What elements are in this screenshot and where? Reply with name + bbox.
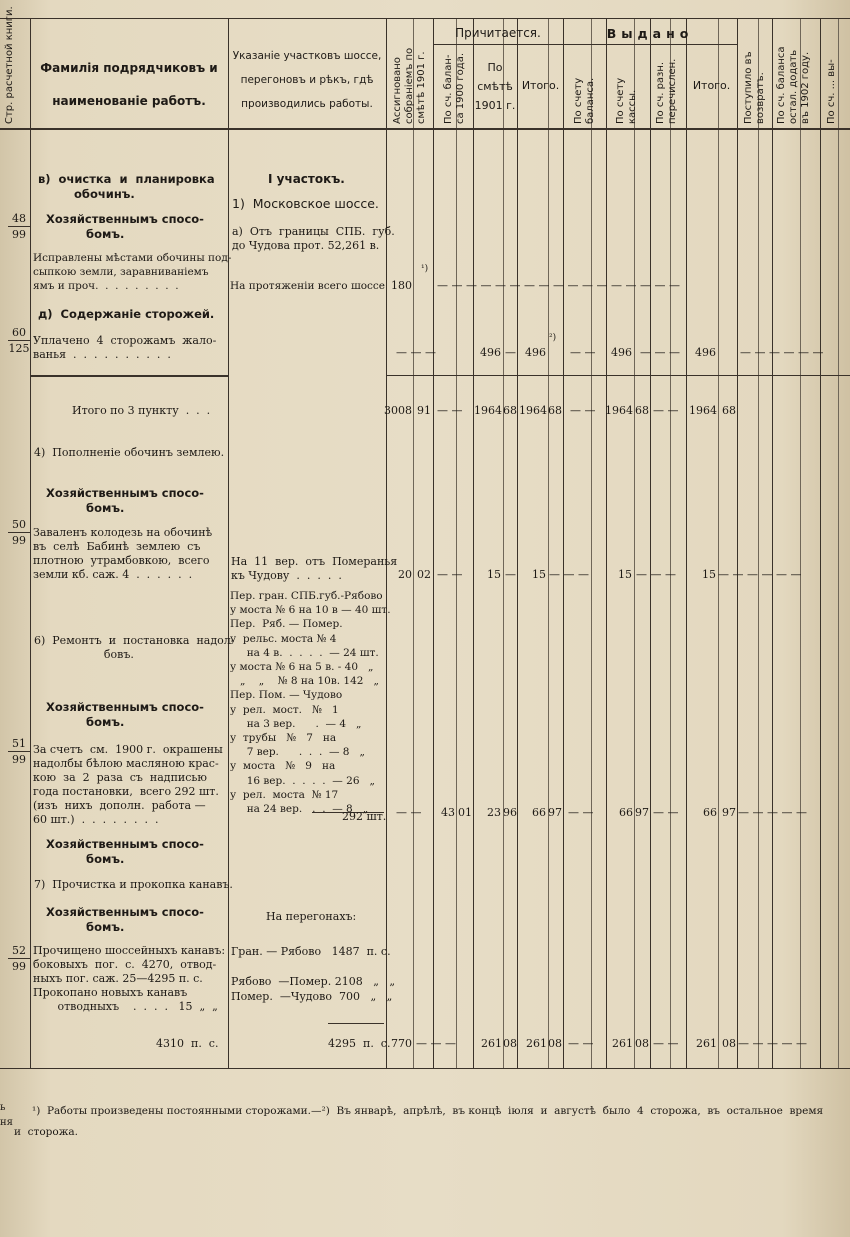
work-description: Прочищено шоссейныхъ канавъ: боковыхъ пог. с. 4270, отвод- ныхъ пог. саж. 25—4295 п. с. Прокопано новыхъ канавъ отводныхъ . . . . 15 „ „ [33, 944, 226, 1013]
header-paid-balance: По счету баланса. [573, 77, 596, 124]
header-due-group: Причитается. [455, 26, 541, 40]
amount-due-total-kop: 68 [548, 404, 562, 417]
header-returned-column: Поступило въ возвратъ. [743, 51, 766, 124]
ledger-page: Стр. расчетной книги. Фамилія подрядчиковъ и наименованіе работъ. Указаніе участковъ шоссе, перегоновъ и рѣкъ, гдѣ производились работы. Ассигновано собраніемъ по смѣтѣ 1901 г. Причитается. По сч. балан- са 1900 года. По смѣтѣ 1901 г. Итого. Выдано По счету баланса. По счету кассы. По сч. разн. перечислен. Итого. Поступило въ возвратъ. По сч. баланса остал. додать въ 1902 году. По сч. ... вы- 48 99 60 125 50 99 51 99 52 99 в) очистка и планировка обочинъ. Хозяйственнымъ спосо- бомъ. Исправлены мѣстами обочины под- сыпкою земли, заравниваніемъ ямъ и проч. . . . . . . . . д) Содержаніе сторожей. Уплачено 4 сторожамъ жало- ванья . . . . . . . . . . Итого по 3 пункту . . . 4) Пополненіе обочинъ землею. Хозяйственнымъ спосо- бомъ. Заваленъ колодезь на обочинѣ въ селѣ Бабинѣ землею съ плотною утрамбовкою, всего земли кб. саж. 4 . . . . . . 6) Ремонтъ и постановка надол- бовъ. Хозяйственнымъ спосо- бомъ. За счетъ см. 1900 г. окрашены надолбы бѣлою масляною крас- кою за 2 раза съ надписью года постановки, всего 292 шт. (изъ нихъ дополн. работа — 60 шт.) . . . . . . . . Хозяйственнымъ спосо- бомъ. 7) Прочистка и прокопка канавъ. Хозяйственнымъ спосо- бомъ. Прочищено шоссейныхъ канавъ: боковыхъ пог. с. 4270, отвод- ныхъ пог. саж. 25—4295 п. с. Прокопано новыхъ канавъ отводныхъ . . . . 15 „ „ 4310 п. с. I участокъ. 1) Московское шоссе. а) Отъ границы СПБ. губ. до Чудова прот. 52,261 в. На протяженіи всего шоссе На 11 вер. отъ Померанья къ Чудову . . . . . Пер. гран. СПБ.губ.-Рябово у моста № 6 на 10 в — 40 шт. Пер. Ряб. — Помер. у рельс. моста № 4 на 4 в. . . . . — 24 шт. у моста № 6 на 5 в. - 40 „ „ „ № 8 на 10в. 142 „ Пер. Пом. — Чудово у рел. мост. № 1 на 3 вер. . — 4 „ у трубы № 7 на 7 вер. . . . — 8 „ у моста № 9 на 16 вер. . . . . — 26 „ у рел. моста № 17 на 24 вер. . . — 8 „ 292 шт. На перегонахъ: Гран. — Рябово 1487 п. с. Рябово —Помер. 2108 „ „ Помер. —Чудово 700 „ „ 4295 п. с. ¹) ²) 180 496 496 496 496 3008 91 1964 68 1964 68 1964 68 1964 68 20 02 15 15 15 15 43 01 23 96 66 97 66 97 66 97 770 261 08 261 08 261 08 261 08 — — — — — — — — — — — — — — — — — — — — — — — — — — — — — — — — — — — — — — — — — — — — — — — — — — — — — — — — — — — — — — — — — — — — — — — — — — — — ¹) Работы произведены постоянными сторожами.—²) Въ январѣ, апрѣлѣ, въ концѣ іюля и августѣ было 4 сторожа, въ остальное время и сторожа. ь ня [0, 0, 850, 1237]
amount-paid-total: 496 [695, 346, 716, 359]
amount-paid-cash: 261 [612, 1037, 633, 1050]
amount-assigned: 20 [398, 568, 412, 581]
amount-paid-cash-kop: 08 [635, 1037, 649, 1050]
stretches-heading: На перегонахъ: [266, 910, 357, 923]
amount-due-estimate-kop: 96 [503, 806, 517, 819]
ditches-total: 4310 п. с. [156, 1037, 219, 1050]
work-description: Уплачено 4 сторожамъ жало- ванья . . . . . . . . . . [33, 334, 217, 361]
footnote-marker: ¹) [421, 264, 429, 274]
amount-due-total: 1964 [519, 404, 547, 417]
amount-paid-cash: 66 [619, 806, 633, 819]
amount-paid-total: 1964 [689, 404, 717, 417]
amount-assigned: 770 [391, 1037, 412, 1050]
method-heading: Хозяйственнымъ спосо- бомъ. [46, 486, 204, 515]
amount-paid-total-kop: 97 [722, 806, 736, 819]
margin-fragment: ня [0, 1117, 13, 1128]
amount-due-total: 66 [532, 806, 546, 819]
amount-due-estimate: 261 [481, 1037, 502, 1050]
header-due-estimate: По смѣтѣ 1901 г. [474, 61, 516, 112]
footnote-line: и сторожа. [14, 1126, 78, 1138]
header-due-balance: По сч. балан- са 1900 года. [443, 52, 466, 124]
method-heading: Хозяйственнымъ спосо- бомъ. [46, 837, 204, 866]
bollards-sites: Пер. гран. СПБ.губ.-Рябово у моста № 6 на 10 в — 40 шт. Пер. Ряб. — Помер. у рельс. моста № 4 на 4 в. . . . . — 24 шт. у моста № 6 на 5 в. - 40 „ „ „ № 8 на 10в. 142 „ Пер. Пом. — Чудово у рел. мост. № 1 на 3 вер. . — 4 „ у трубы № 7 на 7 вер. . . . — 8 „ у моста № 9 на 16 вер. . . . . — 26 „ у рел. моста № 17 на 24 вер. . . — 8 „ [230, 590, 391, 816]
work-description: Заваленъ колодезь на обочинѣ въ селѣ Бабинѣ землею съ плотною утрамбовкою, всего земли кб. саж. 4 . . . . . . [33, 526, 213, 581]
method-heading: Хозяйственнымъ спосо- бомъ. [46, 700, 204, 729]
amount-due-balance: 43 [441, 806, 455, 819]
section-shoulder-cleaning-title: в) очистка и планировка обочинъ. [38, 172, 215, 201]
header-page-column: Стр. расчетной книги. [4, 6, 15, 124]
section-topping-title: 4) Пополненіе обочинъ землею. [34, 446, 225, 459]
amount-paid-total: 66 [703, 806, 717, 819]
ditches-sites: Гран. — Рябово 1487 п. с. Рябово —Помер. 2108 „ „ Помер. —Чудово 700 „ „ [231, 945, 396, 1003]
amount-paid-total: 261 [696, 1037, 717, 1050]
header-assigned-column: Ассигновано собраніемъ по смѣтѣ 1901 г. [392, 47, 427, 124]
site-description: На 11 вер. отъ Померанья къ Чудову . . . . . [231, 555, 398, 582]
method-heading: Хозяйственнымъ спосо- бомъ. [46, 905, 204, 934]
header-paid-total: Итого. [692, 79, 731, 92]
method-heading: Хозяйственнымъ спосо- бомъ. [46, 212, 204, 241]
header-remaining-column: По сч. баланса остал. додать въ 1902 году. [776, 46, 811, 124]
section-bollards-title: 6) Ремонтъ и постановка надол- бовъ. [34, 634, 235, 661]
amount-assigned-kop: 02 [417, 568, 431, 581]
header-last-column: По сч. ... вы- [826, 59, 837, 124]
amount-due-total: 261 [526, 1037, 547, 1050]
amount-due-estimate: 15 [487, 568, 501, 581]
amount-paid-cash: 1964 [605, 404, 633, 417]
amount-assigned-kop: 91 [417, 404, 431, 417]
footnote-line: ¹) Работы произведены постоянными сторожами.—²) Въ январѣ, апрѣлѣ, въ концѣ іюля и августѣ было 4 сторожа, въ остальное время [32, 1105, 824, 1117]
amount-due-total-kop: 97 [548, 806, 562, 819]
section-guards-title: д) Содержаніе сторожей. [38, 307, 215, 321]
amount-paid-total-kop: 08 [722, 1037, 736, 1050]
amount-due-total-kop: 08 [548, 1037, 562, 1050]
header-sites-column: Указаніе участковъ шоссе, перегоновъ и рѣкъ, гдѣ производились работы. [232, 50, 382, 110]
amount-paid-cash-kop: 68 [635, 404, 649, 417]
amount-due-estimate-kop: 68 [503, 404, 517, 417]
ditches-sites-total: 4295 п. с. [328, 1037, 391, 1050]
amount-assigned: 180 [391, 279, 412, 292]
work-description: Исправлены мѣстами обочины под- сыпкою земли, заравниваніемъ ямъ и проч. . . . . . . . . [33, 252, 232, 292]
amount-paid-total-kop: 68 [722, 404, 736, 417]
amount-paid-total: 15 [702, 568, 716, 581]
bollards-total: 292 шт. [342, 810, 387, 823]
amount-assigned: 3008 [384, 404, 412, 417]
road-stretch: а) Отъ границы СПБ. губ. до Чудова прот. 52,261 в. [232, 225, 395, 252]
header-paid-group: Выдано [606, 26, 694, 41]
amount-due-estimate: 23 [487, 806, 501, 819]
site-description: На протяженіи всего шоссе [230, 280, 386, 292]
section-ditches-title: 7) Прочистка и прокопка канавъ. [34, 878, 233, 891]
amount-due-estimate-kop: 08 [503, 1037, 517, 1050]
header-names-column: Фамилія подрядчиковъ и наименованіе работъ. [40, 61, 218, 108]
road-heading: 1) Московское шоссе. [232, 196, 379, 211]
amount-paid-cash: 15 [618, 568, 632, 581]
district-heading: I участокъ. [268, 172, 345, 186]
amount-due-balance-kop: 01 [458, 806, 472, 819]
amount-due-total: 15 [532, 568, 546, 581]
margin-fragment: ь [0, 1102, 6, 1113]
amount-paid-cash-kop: 97 [635, 806, 649, 819]
header-paid-transfers: По сч. разн. перечислен. [655, 58, 678, 124]
amount-due-total: 496 [525, 346, 546, 359]
amount-due-estimate: 496 [480, 346, 501, 359]
header-paid-cash: По счету кассы. [615, 77, 638, 124]
total-item-3: Итого по 3 пункту . . . [72, 404, 211, 417]
work-description: За счетъ см. 1900 г. окрашены надолбы бѣлою масляною крас- кою за 2 раза съ надписью года постановки, всего 292 шт. (изъ нихъ дополн. работа — 60 шт.) . . . . . . . . [33, 743, 223, 826]
header-due-total: Итого. [521, 79, 560, 92]
amount-paid-cash: 496 [611, 346, 632, 359]
footnote-marker: ²) [549, 333, 557, 343]
amount-due-estimate: 1964 [474, 404, 502, 417]
